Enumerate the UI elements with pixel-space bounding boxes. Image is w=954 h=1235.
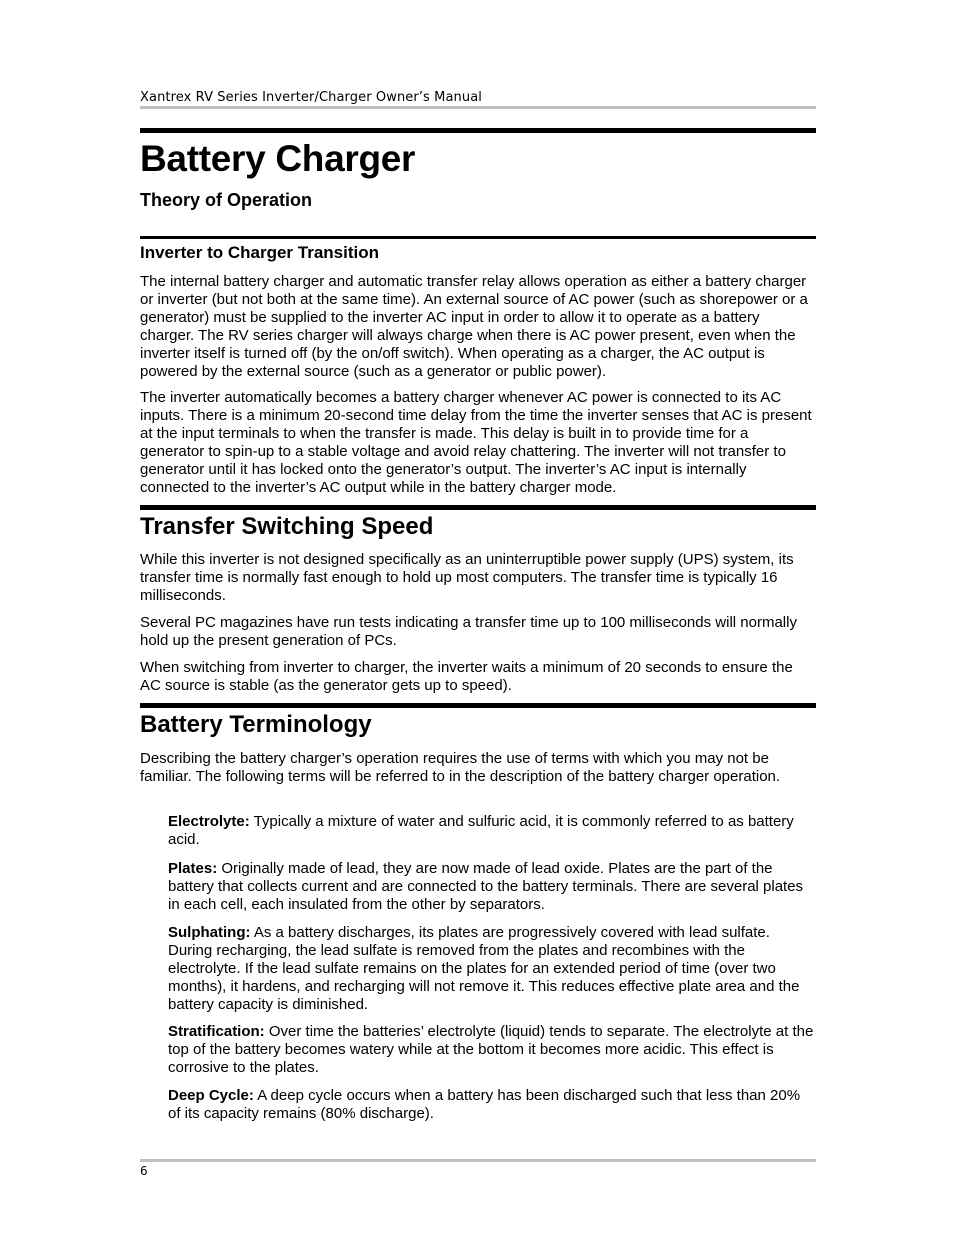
term-definition [168, 813, 816, 849]
section-rule [140, 703, 816, 708]
term-name: Electrolyte: [168, 813, 250, 830]
term-text: A deep cycle occurs when a battery has been discharged such that less than 20% of its capacity remains (80% discharge). [168, 1087, 801, 1122]
paragraph: The internal battery charger and automatic transfer relay allows operation as either a battery charger or inverter (but not both at the same time). An external source of AC power (such as shorepower or a generator) must be supplied to the inverter AC input in order to allow it to operate as a battery charger. The RV series charger will always charge when there is AC power present, even when the inverter itself is turned off (by the on/off switch). When operating as a charger, the AC output is powered by the external source (such as a generator or public power). [140, 273, 808, 380]
paragraph: While this inverter is not designed specifically as an uninterruptible power supply (UPS) system, its transfer time is normally fast enough to hold up most computers. The transfer time is typically 16 milliseconds. [140, 551, 794, 604]
term-definition [168, 860, 816, 914]
term-text: Originally made of lead, they are now made of lead oxide. Plates are the part of the battery that collects current and are connected to the battery terminals. There are several plates in each cell, each insulated from the other by separators. [168, 860, 804, 913]
page-number: 6 [140, 1164, 148, 1178]
paragraph: Describing the battery charger’s operation requires the use of terms with which you may not be familiar. The following terms will be referred to in the description of the battery charger operation. [140, 750, 781, 785]
term-definition [168, 1087, 816, 1123]
paragraph: When switching from inverter to charger, the inverter waits a minimum of 20 seconds to ensure the AC source is stable (as the generator gets up to speed). [140, 659, 793, 694]
term-definition [168, 1023, 816, 1077]
term-name: Deep Cycle: [168, 1087, 254, 1104]
running-header: Xantrex RV Series Inverter/Charger Owner’s Manual [140, 90, 482, 105]
chapter-title: Battery Charger [140, 138, 416, 179]
term-text: Typically a mixture of water and sulfuric acid, it is commonly referred to as battery acid. [168, 813, 794, 848]
section-title-transfer: Transfer Switching Speed [140, 513, 434, 540]
term-definition [168, 924, 816, 1014]
term-text: Over time the batteries’ electrolyte (liquid) tends to separate. The electrolyte at the top of the battery becomes watery while at the bottom it becomes more acidic. This effect is corrosive to the plates. [168, 1023, 814, 1076]
term-name: Sulphating: [168, 924, 251, 941]
header-rule [140, 106, 816, 109]
term-name: Stratification: [168, 1023, 265, 1040]
section-title-terminology: Battery Terminology [140, 711, 372, 738]
chapter-rule [140, 128, 816, 133]
subsection-rule [140, 236, 816, 239]
section-rule [140, 505, 816, 510]
footer-rule [140, 1159, 816, 1162]
subsection-title-transition: Inverter to Charger Transition [140, 243, 379, 262]
section-title-theory: Theory of Operation [140, 190, 313, 210]
paragraph: The inverter automatically becomes a battery charger whenever AC power is connected to its AC inputs. There is a minimum 20-second time delay from the time the inverter senses that AC is present at the input terminals to when the transfer is made. This delay is built in to provide time for a generator to spin-up to a stable voltage and avoid relay chattering. The inverter will not transfer to generator until it has locked onto the generator’s output. The inverter’s AC input is internally connected to the inverter’s AC output while in the battery charger mode. [140, 389, 812, 496]
term-name: Plates: [168, 860, 218, 877]
term-text: As a battery discharges, its plates are progressively covered with lead sulfate. During recharging, the lead sulfate is removed from the plates and recombines with the electrolyte. If the lead sulfate remains on the plates for an extended period of time (over two months), it hardens, and recharging will not remove it. This reduces effective plate area and the battery capacity is diminished. [168, 924, 800, 1013]
paragraph: Several PC magazines have run tests indicating a transfer time up to 100 milliseconds will normally hold up the present generation of PCs. [140, 614, 797, 649]
